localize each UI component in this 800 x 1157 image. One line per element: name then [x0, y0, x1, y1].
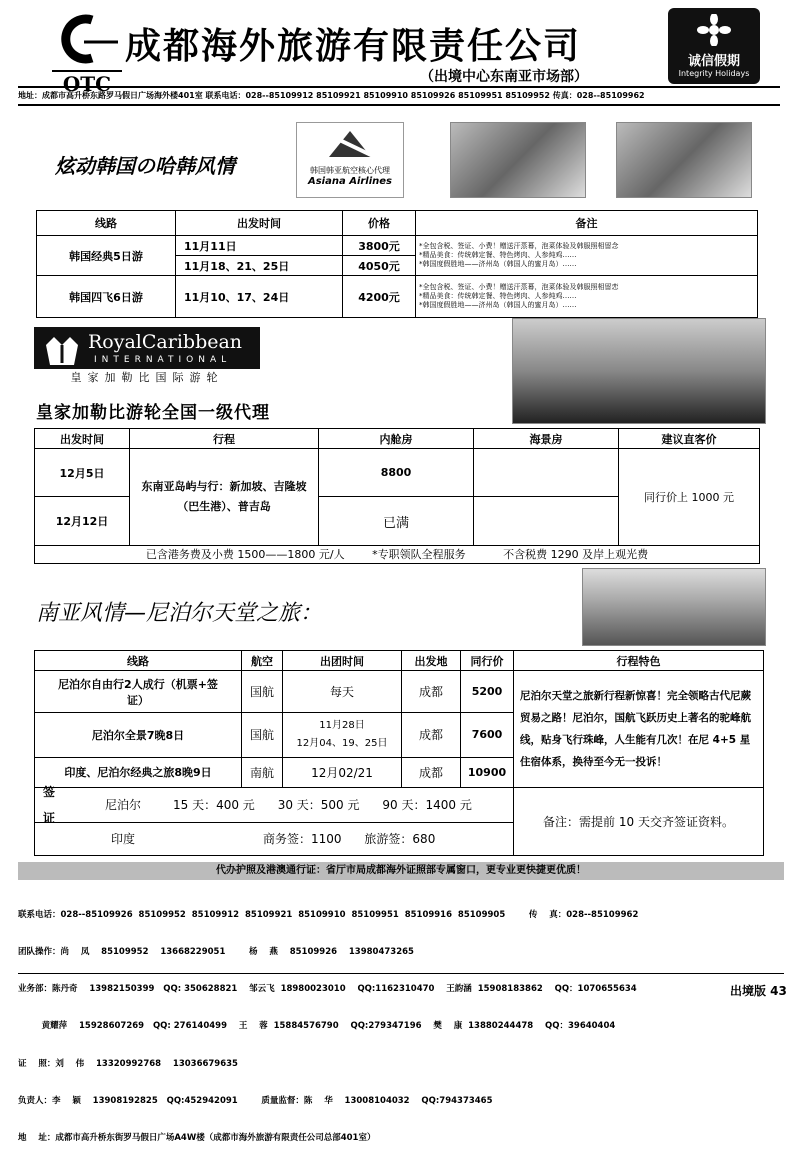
nepal-time-3: 12月02/21 — [283, 757, 402, 787]
brand-logo-en: Integrity Holidays — [678, 69, 750, 78]
korea-food-photo — [450, 122, 586, 198]
cruise-seaview-1 — [474, 449, 619, 497]
cruise-suggested-price: 同行价上 1000 元 — [619, 449, 760, 546]
page-label: 出境版 43 — [730, 984, 787, 998]
company-name: 成都海外旅游有限责任公司 — [125, 25, 582, 67]
footer-line-business-1: 业务部：陈丹奇 13982150399 QQ: 350628821 邹云飞 18980023010 QQ:1162310470 王韵涵 15908183862 QQ：1070655634 — [18, 984, 637, 995]
nepal-route-1: 尼泊尔自由行2人成行（机票+签证） — [35, 671, 242, 713]
nepal-airline-2: 国航 — [242, 713, 283, 757]
korea-header-date: 出发时间 — [176, 211, 343, 236]
cruise-header-seaview: 海景房 — [474, 429, 619, 449]
cruise-footer-3: 不含税费 1290 及岸上观光费 — [503, 548, 649, 562]
cruise-header-price: 建议直客价 — [619, 429, 760, 449]
korea-date-1b: 11月18、21、25日 — [176, 256, 343, 276]
nepal-price-2: 7600 — [461, 713, 514, 757]
korea-note-1b: *精品美食：传统韩定餐、特色烤肉、人参炖鸡…… — [419, 251, 577, 260]
nepal-title: 南亚风情—尼泊尔天堂之旅： — [36, 601, 323, 626]
visa-label: 签证 — [42, 784, 55, 825]
brand-logo-cn: 诚信假期 — [687, 54, 740, 69]
korea-price-2: 4200元 — [343, 276, 416, 318]
nepal-table — [34, 650, 764, 856]
korea-price-1a: 3800元 — [343, 236, 416, 256]
korea-route-2: 韩国四飞6日游 — [37, 276, 176, 318]
visa-details-india: 商务签：1100 旅游签：680 — [263, 832, 436, 847]
royal-caribbean-logo — [34, 327, 260, 385]
cruise-title: 皇家加勒比游轮全国一级代理 — [36, 403, 270, 423]
nepal-time-1: 每天 — [283, 671, 402, 713]
cruise-header-inner: 内舱房 — [319, 429, 474, 449]
header-divider — [18, 86, 780, 88]
korea-header-notes: 备注 — [416, 211, 758, 236]
korea-route-1: 韩国经典5日游 — [37, 236, 176, 276]
cruise-inner-1: 8800 — [319, 449, 474, 497]
nepal-origin-3: 成都 — [402, 757, 461, 787]
cruise-footer-1: 已含港务费及小费 1500——1800 元/人 — [145, 548, 345, 562]
korea-note-1a: *全包含税、签证、小费！赠送汗蒸幕，泡菜体验及韩服照相留念 — [419, 242, 619, 251]
otc-logo-text: OTC — [52, 70, 122, 96]
nepal-header-feature: 行程特色 — [514, 651, 764, 671]
cruise-date-1: 12月5日 — [35, 449, 130, 497]
cruise-footer — [35, 545, 760, 563]
brand-logo — [668, 8, 760, 84]
asiana-logo — [296, 122, 404, 198]
korea-notes-2 — [416, 276, 758, 318]
nepal-header-airline: 航空 — [242, 651, 283, 671]
nepal-airline-3: 南航 — [242, 757, 283, 787]
airline-caption: 韩国韩亚航空核心代理 — [310, 166, 390, 175]
visa-row-nepal — [35, 784, 514, 825]
flower-icon — [694, 14, 734, 46]
rc-logo-cn: 皇家加勒比国际游轮 — [34, 369, 260, 385]
visa-country-nepal: 尼泊尔 — [104, 798, 141, 813]
cruise-itinerary: 东南亚岛屿与行：新加坡、吉隆坡（巴生港）、普吉岛 — [130, 449, 319, 546]
cruise-date-2: 12月12日 — [35, 497, 130, 545]
korea-table — [36, 210, 758, 318]
nepal-header-time: 出团时间 — [283, 651, 402, 671]
korea-note-2b: *精品美食：传统韩定餐、特色烤肉、人参炖鸡…… — [419, 292, 577, 300]
cruise-seaview-2 — [474, 497, 619, 545]
airline-name: Asiana Airlines — [307, 176, 393, 187]
visa-details-nepal: 15 天：400 元 30 天：500 元 90 天：1400 元 — [173, 798, 472, 813]
footer-line-manager: 负责人：李 颖 13908192825 QQ:452942091 质量监督：陈 华 13008104032 QQ:794373465 — [18, 1095, 493, 1106]
rc-logo-name: RoyalCaribbean — [88, 331, 243, 353]
cruise-header-itinerary: 行程 — [130, 429, 319, 449]
cruise-inner-2: 已满 — [319, 497, 474, 545]
otc-logo-icon — [52, 12, 122, 68]
footer-line-business-2: 黄耀萍 15928607269 QQ: 276140499 王 蓉 15884576790 QQ:279347196 樊 康 13880244478 QQ：39640404 — [18, 1021, 616, 1032]
korea-header-route: 线路 — [37, 211, 176, 236]
visa-note: 备注：需提前 10 天交齐签证资料。 — [514, 787, 764, 855]
korea-header-price: 价格 — [343, 211, 416, 236]
footer-banner: 代办护照及港澳通行证：省厅市局成都海外证照部专属窗口，更专业更快捷更优质！ — [18, 862, 784, 880]
nepal-route-3: 印度、尼泊尔经典之旅8晚9日 — [35, 757, 242, 787]
nepal-price-1: 5200 — [461, 671, 514, 713]
korea-title: 炫动韩国の哈韩风情 — [55, 154, 235, 178]
korea-note-2c: *韩国度假胜地——济州岛（韩国人的蜜月岛）…… — [419, 301, 577, 309]
korea-notes-1 — [416, 236, 758, 276]
visa-country-india: 印度 — [110, 832, 135, 847]
nepal-route-2: 尼泊尔全景7晚8日 — [35, 713, 242, 757]
rc-logo-sub: INTERNATIONAL — [94, 355, 232, 365]
korea-hanbok-photo — [616, 122, 752, 198]
footer-line-phone: 联系电话：028--85109926 85109952 85109912 85109921 85109910 85109951 85109916 85109905 传 真：028--85109962 — [18, 909, 639, 920]
asiana-icon — [325, 127, 375, 161]
korea-note-1c: *韩国度假胜地——济州岛（韩国人的蜜月岛）…… — [419, 260, 577, 269]
nepal-header-route: 线路 — [35, 651, 242, 671]
otc-logo — [52, 12, 122, 96]
footer-divider — [18, 973, 784, 974]
korea-date-2: 11月10、17、24日 — [176, 276, 343, 318]
footer-contacts — [18, 884, 784, 1157]
header-divider-2 — [18, 104, 780, 106]
cruise-header-date: 出发时间 — [35, 429, 130, 449]
nepal-origin-2: 成都 — [402, 713, 461, 757]
nepal-airline-1: 国航 — [242, 671, 283, 713]
nepal-price-3: 10900 — [461, 757, 514, 787]
korea-price-1b: 4050元 — [343, 256, 416, 276]
cruise-table — [34, 428, 760, 564]
crown-anchor-icon — [40, 331, 84, 371]
nepal-origin-1: 成都 — [402, 671, 461, 713]
cruise-footer-2: *专职领队全程服务 — [372, 548, 466, 562]
cruise-ship-photo — [512, 318, 766, 424]
department: （出境中心东南亚市场部） — [420, 69, 588, 85]
nepal-header-origin: 出发地 — [402, 651, 461, 671]
nepal-temple-photo — [582, 568, 766, 646]
address-line: 地址：成都市高升桥东路罗马假日广场海外楼401室 联系电话：028--85109912 85109921 85109910 85109926 85109951 85109952 传真：028--85109962 — [18, 91, 645, 100]
footer-line-license: 证 照：刘 伟 13320992768 13036679635 — [18, 1058, 238, 1069]
footer-line-address: 地 址：成都市高升桥东街罗马假日广场A4W楼（成都市海外旅游有限责任公司总部401室） — [18, 1133, 376, 1144]
korea-note-2a: *全包含税、签证、小费！赠送汗蒸幕，泡菜体验及韩服照相留恋 — [419, 283, 619, 291]
korea-date-1a: 11月11日 — [176, 236, 343, 256]
visa-row-india — [35, 822, 514, 855]
nepal-header-price: 同行价 — [461, 651, 514, 671]
nepal-feature: 尼泊尔天堂之旅新行程新惊喜！完全领略古代尼蕨贸易之路！尼泊尔，国航飞跃历史上著名的驼峰航线，贴身飞行珠峰，人生能有几次！在尼 4+5 星住宿体系，换待至今无一投诉！ — [514, 671, 764, 788]
footer-line-team: 团队操作：尚 凤 85109952 13668229051 杨 燕 85109926 13980473265 — [18, 947, 414, 958]
nepal-time-2: 11月28日 12月04、19、25日 — [283, 713, 402, 757]
